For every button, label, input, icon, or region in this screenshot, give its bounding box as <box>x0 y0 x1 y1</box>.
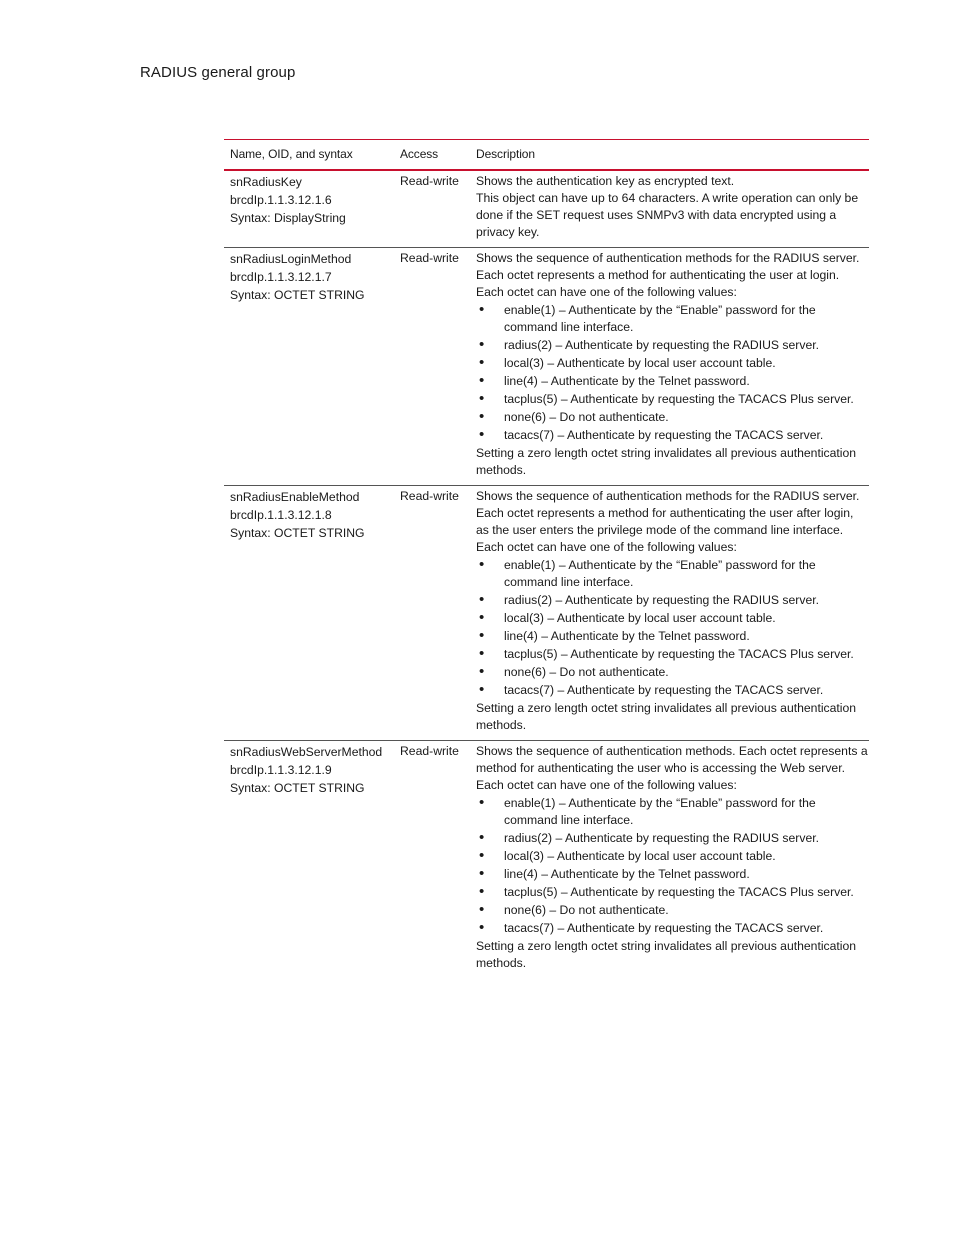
object-name: snRadiusKey <box>230 175 302 189</box>
table-row <box>224 741 869 978</box>
object-name: snRadiusEnableMethod <box>230 490 360 504</box>
object-name: snRadiusWebServerMethod <box>230 745 383 759</box>
table-header <box>224 139 869 171</box>
running-head: RADIUS general group <box>140 64 296 81</box>
list-item: • radius(2) – Authenticate by requesting the RADIUS server. <box>476 830 869 847</box>
description-cell <box>470 250 869 479</box>
object-syntax: Syntax: DisplayString <box>230 211 346 225</box>
description-outro: Setting a zero length octet string invalidates all previous authentication methods. <box>476 446 857 477</box>
list-item: • radius(2) – Authenticate by requesting the RADIUS server. <box>476 592 869 609</box>
object-syntax: Syntax: OCTET STRING <box>230 526 365 540</box>
table-row <box>224 248 869 486</box>
list-item: • line(4) – Authenticate by the Telnet password. <box>476 373 869 390</box>
name-cell <box>224 743 394 972</box>
value-list <box>476 302 869 444</box>
list-item: • local(3) – Authenticate by local user account table. <box>476 848 869 865</box>
object-oid: brcdIp.1.1.3.12.1.7 <box>230 270 332 284</box>
description-outro: Setting a zero length octet string invalidates all previous authentication methods. <box>476 939 857 970</box>
name-cell <box>224 488 394 734</box>
description-cell <box>470 743 869 972</box>
description-outro: Setting a zero length octet string invalidates all previous authentication methods. <box>476 701 857 732</box>
object-name: snRadiusLoginMethod <box>230 252 352 266</box>
list-item: • tacacs(7) – Authenticate by requesting the TACACS server. <box>476 920 869 937</box>
description-intro: Shows the authentication key as encrypted text. <box>476 174 735 188</box>
header-access: Access <box>400 147 439 161</box>
description-intro: Shows the sequence of authentication methods for the RADIUS server. Each octet represents a method for authenticating the user at login. Each octet can have one of the following values: <box>476 251 860 299</box>
list-item: • enable(1) – Authenticate by the “Enable” password for the command line interface. <box>476 302 869 336</box>
list-item: • line(4) – Authenticate by the Telnet password. <box>476 866 869 883</box>
object-syntax: Syntax: OCTET STRING <box>230 288 365 302</box>
description-intro: Shows the sequence of authentication methods. Each octet represents a method for authenticating the user who is accessing the Web server. Each octet can have one of the following values: <box>476 744 868 792</box>
value-list <box>476 557 869 699</box>
list-item: • tacplus(5) – Authenticate by requesting the TACACS Plus server. <box>476 646 869 663</box>
list-item: • tacacs(7) – Authenticate by requesting the TACACS server. <box>476 427 869 444</box>
mib-object-table <box>224 139 869 978</box>
description-extra: This object can have up to 64 characters. A write operation can only be done if the SET request uses SNMPv3 with data encrypted using a privacy key. <box>476 191 859 239</box>
table-row <box>224 171 869 248</box>
description-cell <box>470 488 869 734</box>
header-name: Name, OID, and syntax <box>230 147 353 161</box>
list-item: • tacplus(5) – Authenticate by requesting the TACACS Plus server. <box>476 391 869 408</box>
table-row <box>224 486 869 741</box>
list-item: • none(6) – Do not authenticate. <box>476 664 869 681</box>
list-item: • line(4) – Authenticate by the Telnet password. <box>476 628 869 645</box>
header-description: Description <box>476 147 535 161</box>
access-cell: Read-write <box>400 174 459 188</box>
access-cell: Read-write <box>400 251 459 265</box>
object-oid: brcdIp.1.1.3.12.1.8 <box>230 508 332 522</box>
list-item: • enable(1) – Authenticate by the “Enable” password for the command line interface. <box>476 557 869 591</box>
object-oid: brcdIp.1.1.3.12.1.9 <box>230 763 332 777</box>
access-cell: Read-write <box>400 744 459 758</box>
value-list <box>476 795 869 937</box>
list-item: • none(6) – Do not authenticate. <box>476 409 869 426</box>
list-item: • radius(2) – Authenticate by requesting the RADIUS server. <box>476 337 869 354</box>
object-syntax: Syntax: OCTET STRING <box>230 781 365 795</box>
list-item: • tacplus(5) – Authenticate by requesting the TACACS Plus server. <box>476 884 869 901</box>
object-oid: brcdIp.1.1.3.12.1.6 <box>230 193 332 207</box>
list-item: • local(3) – Authenticate by local user account table. <box>476 355 869 372</box>
list-item: • enable(1) – Authenticate by the “Enable” password for the command line interface. <box>476 795 869 829</box>
access-cell: Read-write <box>400 489 459 503</box>
description-intro: Shows the sequence of authentication methods for the RADIUS server. Each octet represents a method for authenticating the user after login, as the user enters the privilege mode of the command line interface. Each octet can have one of the following values: <box>476 489 860 554</box>
list-item: • none(6) – Do not authenticate. <box>476 902 869 919</box>
description-cell <box>470 173 869 241</box>
name-cell <box>224 250 394 479</box>
name-cell <box>224 173 394 241</box>
list-item: • tacacs(7) – Authenticate by requesting the TACACS server. <box>476 682 869 699</box>
list-item: • local(3) – Authenticate by local user account table. <box>476 610 869 627</box>
